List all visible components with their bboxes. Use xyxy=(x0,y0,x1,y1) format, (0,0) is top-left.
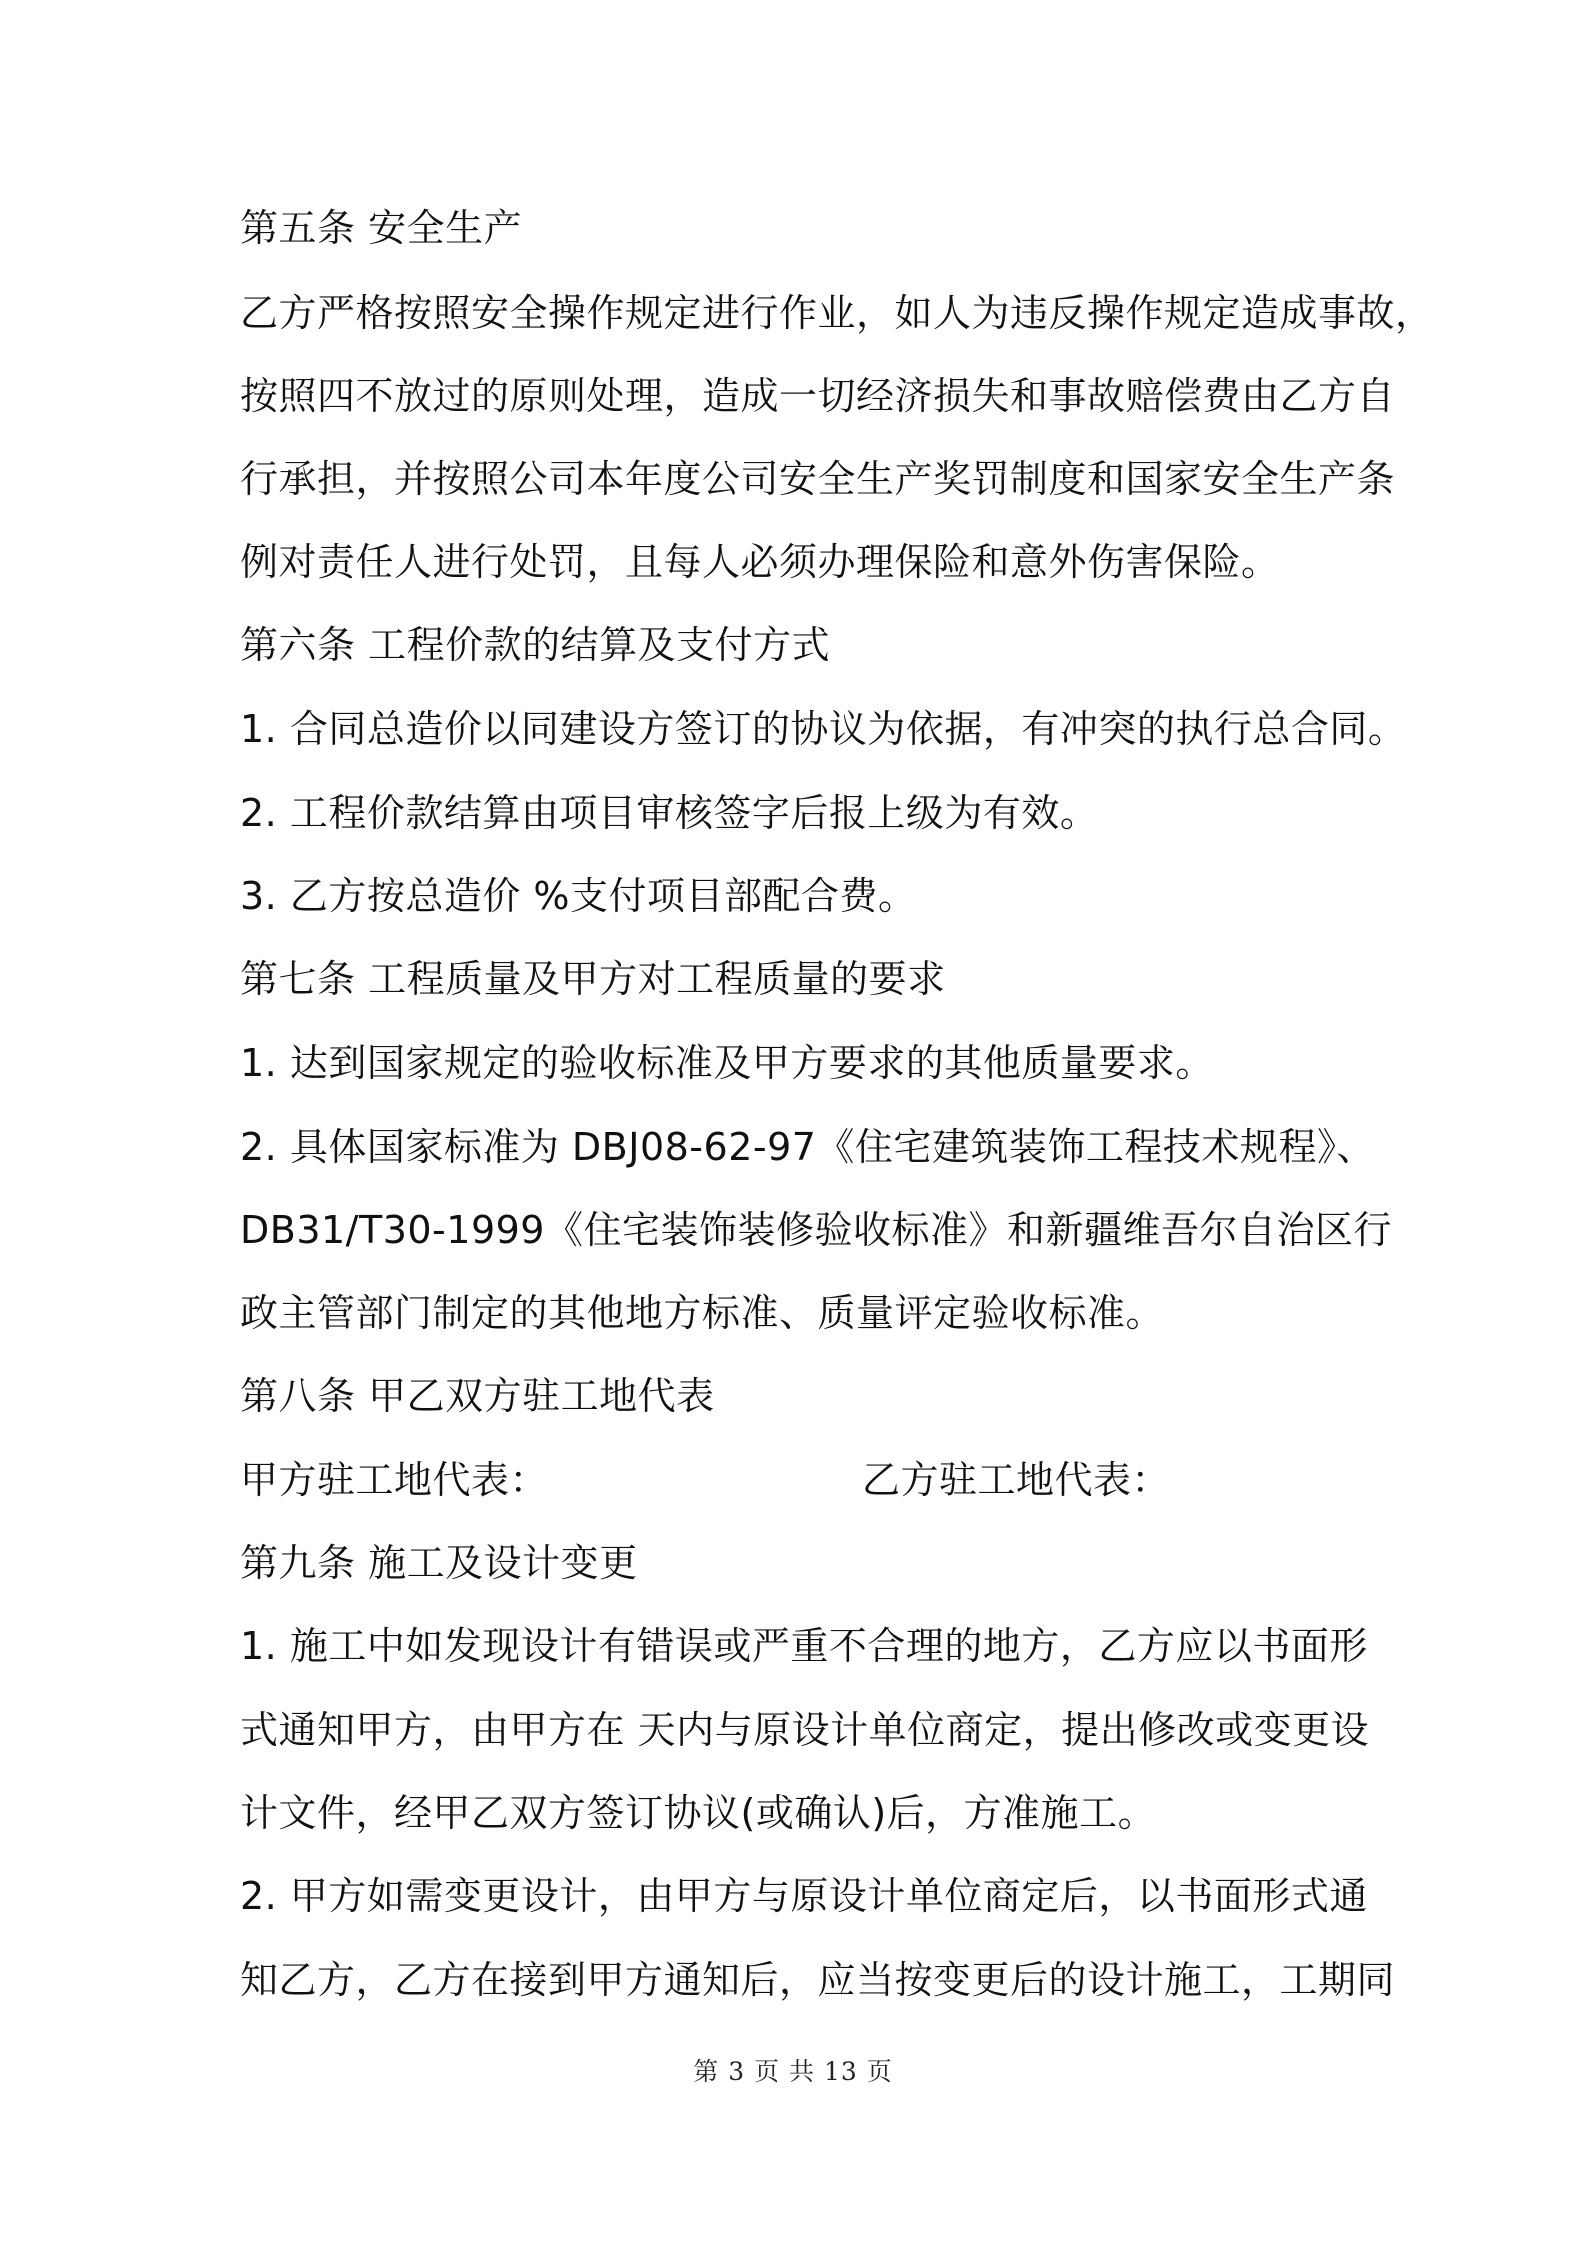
section-6-heading: 第六条 工程价款的结算及支付方式 xyxy=(240,623,831,667)
paragraph-line: DB31/T30-1999《住宅装饰装修验收标准》和新疆维吾尔自治区行 xyxy=(240,1208,1392,1252)
paragraph-line: 政主管部门制定的其他地方标准、质量评定验收标准。 xyxy=(240,1291,1165,1335)
party-b-representative-label: 乙方驻工地代表： xyxy=(862,1458,1171,1502)
paragraph-line: 行承担，并按照公司本年度公司安全生产奖罚制度和国家安全生产条 xyxy=(240,457,1396,501)
paragraph-line: 式通知甲方，由甲方在 天内与原设计单位商定，提出修改或变更设 xyxy=(240,1708,1370,1752)
paragraph-line: 按照四不放过的原则处理，造成一切经济损失和事故赔偿费由乙方自 xyxy=(240,374,1396,418)
section-8-heading: 第八条 甲乙双方驻工地代表 xyxy=(240,1374,715,1418)
list-item: 1. 合同总造价以同建设方签订的协议为依据，有冲突的执行总合同。 xyxy=(240,707,1407,751)
list-item: 3. 乙方按总造价 %支付项目部配合费。 xyxy=(240,874,917,918)
paragraph-line: 知乙方，乙方在接到甲方通知后，应当按变更后的设计施工，工期同 xyxy=(240,1958,1396,2002)
paragraph-line: 计文件，经甲乙双方签订协议(或确认)后，方准施工。 xyxy=(240,1791,1157,1835)
list-item: 2. 工程价款结算由项目审核签字后报上级为有效。 xyxy=(240,791,1099,835)
list-item: 2. 具体国家标准为 DBJ08-62-97《住宅建筑装饰工程技术规程》、 xyxy=(240,1125,1375,1169)
section-7-heading: 第七条 工程质量及甲方对工程质量的要求 xyxy=(240,957,946,1001)
list-item: 2. 甲方如需变更设计，由甲方与原设计单位商定后，以书面形式通 xyxy=(240,1874,1368,1918)
section-5-heading: 第五条 安全生产 xyxy=(240,206,523,250)
party-a-representative-label: 甲方驻工地代表： xyxy=(240,1458,549,1502)
list-item: 1. 达到国家规定的验收标准及甲方要求的其他质量要求。 xyxy=(240,1041,1214,1085)
section-9-heading: 第九条 施工及设计变更 xyxy=(240,1541,638,1585)
list-item: 1. 施工中如发现设计有错误或严重不合理的地方，乙方应以书面形 xyxy=(240,1624,1368,1668)
paragraph-line: 例对责任人进行处罚，且每人必须办理保险和意外伤害保险。 xyxy=(240,540,1280,584)
paragraph-line: 乙方严格按照安全操作规定进行作业，如人为违反操作规定造成事故， xyxy=(240,291,1434,335)
page-number-footer: 第 3 页 共 13 页 xyxy=(693,2057,893,2086)
